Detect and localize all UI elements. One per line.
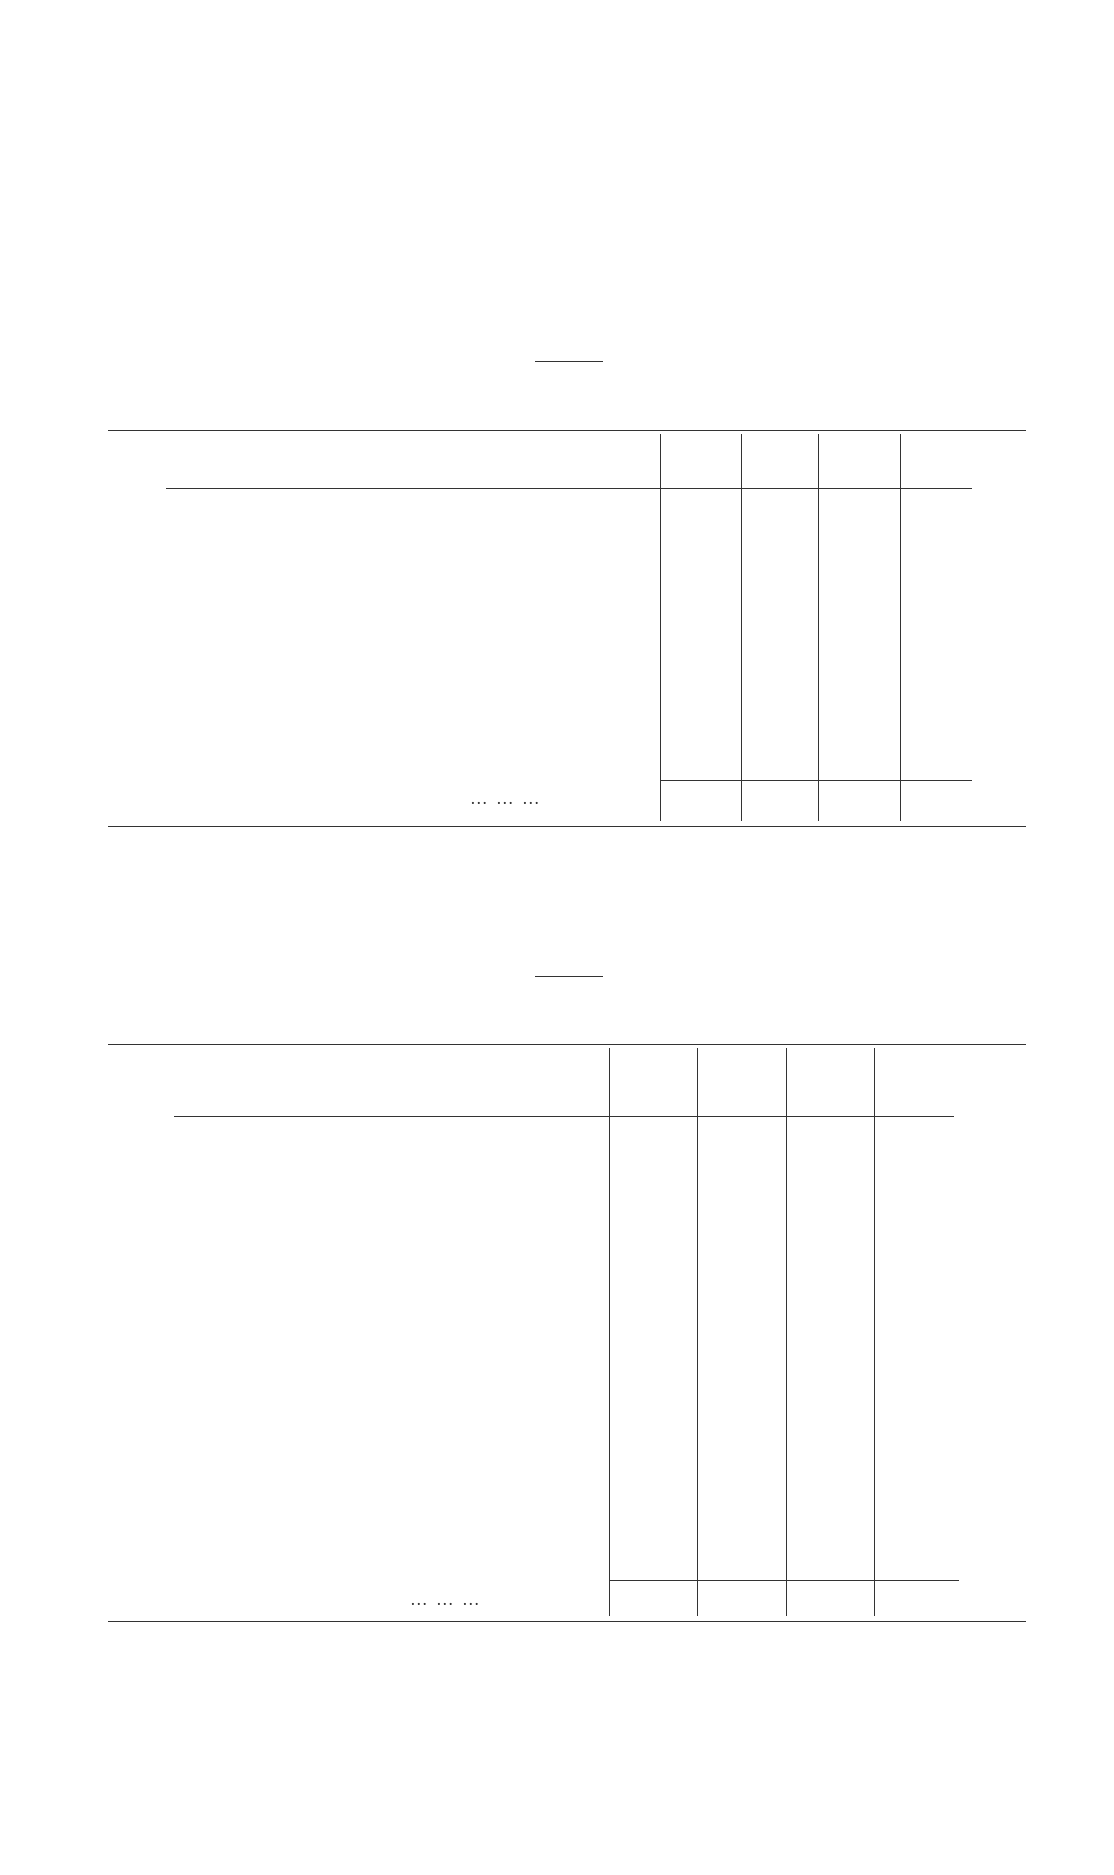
section-rule: [535, 976, 603, 977]
totals-rule: [660, 780, 972, 781]
table-header-rule: [174, 1116, 954, 1117]
leader-dots: … … …: [470, 788, 542, 808]
table-header-rule: [166, 488, 972, 489]
column-divider: [874, 1048, 875, 1616]
column-divider: [697, 1048, 698, 1616]
column-divider: [786, 1048, 787, 1616]
column-divider: [609, 1048, 610, 1616]
totals-rule: [609, 1580, 959, 1581]
column-divider: [900, 434, 901, 821]
table-bottom-rule: [108, 826, 1026, 827]
column-divider: [741, 434, 742, 821]
table-bottom-rule: [108, 1621, 1026, 1622]
table-top-rule: [108, 1044, 1026, 1045]
column-divider: [660, 434, 661, 821]
leader-dots: … … …: [410, 1589, 482, 1609]
column-divider: [818, 434, 819, 821]
section-rule: [535, 361, 603, 362]
table-top-rule: [108, 430, 1026, 431]
